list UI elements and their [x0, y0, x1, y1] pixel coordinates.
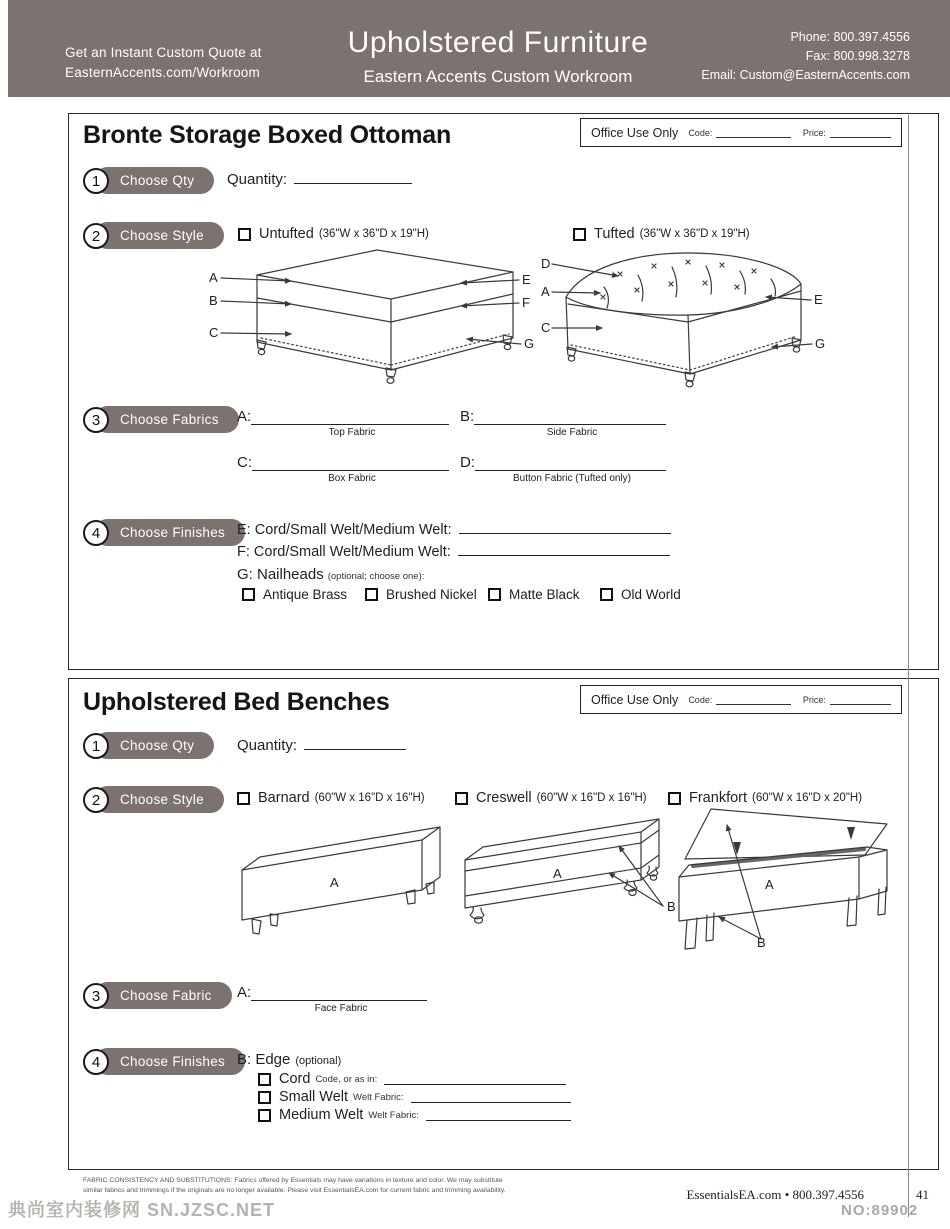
quantity-label: Quantity:: [237, 737, 298, 754]
fabric-fill-line[interactable]: [474, 409, 666, 425]
creswell-bench-diagram: [453, 808, 683, 956]
diagram-label-b: B: [667, 899, 676, 914]
checkbox-icon[interactable]: [258, 1091, 271, 1104]
diagram-label-b: B: [757, 935, 766, 950]
watermark-right: NO:89902: [841, 1202, 919, 1219]
diagram-label-a: A: [209, 270, 218, 285]
style-option-creswell[interactable]: [455, 790, 647, 806]
step-pill-label: Choose Style: [94, 222, 224, 249]
fabric-disclaimer: [83, 1176, 573, 1195]
step-number: 1: [83, 733, 109, 759]
finish-f-fill-line[interactable]: [458, 544, 670, 556]
footer-phone: 800.397.4556: [792, 1187, 864, 1202]
edge-note: (optional): [295, 1055, 342, 1067]
finish-f-label: F: Cord/Small Welt/Medium Welt:: [237, 544, 451, 560]
edge-option-small-welt[interactable]: [258, 1089, 571, 1105]
step-number: 3: [83, 407, 109, 433]
fabric-fill-line[interactable]: [252, 455, 449, 471]
checkbox-icon[interactable]: [455, 792, 468, 805]
style-dimensions: (36"W x 36"D x 19"H): [639, 228, 750, 240]
code-label: Code:: [688, 127, 713, 138]
step-number: 2: [83, 787, 109, 813]
office-use-only-box-1: [580, 118, 902, 147]
quantity-row-2: [237, 737, 406, 754]
disclaimer-line-2: similar fabrics and trimmings if the originals are no longer available. Please visit EssentialsEA.com for current fabric and trimming availability.: [83, 1186, 506, 1194]
code-fill-line[interactable]: [716, 694, 790, 705]
step-number: 1: [83, 168, 109, 194]
contact-email: Email: Custom@EasternAccents.com: [701, 68, 910, 82]
fabric-fill-line[interactable]: [251, 409, 449, 425]
fabric-field-top: [237, 408, 449, 438]
diagram-label-a: A: [765, 877, 774, 892]
checkbox-icon[interactable]: [258, 1073, 271, 1086]
step-pill-label: Choose Qty: [94, 167, 214, 194]
fabric-letter: C:: [237, 454, 252, 471]
diagram-label-g: G: [524, 336, 535, 351]
edge-option-medium-welt[interactable]: [258, 1107, 571, 1123]
diagram-label-d: D: [541, 256, 551, 271]
step-pill-label: Choose Fabrics: [94, 406, 239, 433]
style-dimensions: (60"W x 16"D x 16"H): [314, 792, 425, 804]
step2-choose-style-benches: [83, 786, 224, 813]
style-name: Tufted: [594, 226, 635, 242]
page-number: 41: [916, 1187, 929, 1202]
nailhead-label: Brushed Nickel: [386, 587, 477, 602]
step-pill-label: Choose Finishes: [94, 519, 245, 546]
quantity-row-1: [227, 171, 412, 188]
finish-f-row: [237, 544, 670, 560]
checkbox-icon[interactable]: [237, 792, 250, 805]
style-option-untufted[interactable]: [238, 226, 429, 242]
nailhead-label: Antique Brass: [263, 587, 348, 602]
page-subtitle: Eastern Accents Custom Workroom: [363, 67, 633, 86]
edge-fill-line[interactable]: [411, 1091, 571, 1103]
diagram-label-a: A: [330, 875, 339, 890]
section-benches-title: Upholstered Bed Benches: [83, 688, 390, 716]
code-label: Code:: [688, 694, 713, 705]
step-number: 4: [83, 520, 109, 546]
fabric-letter: B:: [460, 408, 475, 425]
quantity-fill-line[interactable]: [294, 172, 412, 184]
fabric-letter: D:: [460, 454, 475, 471]
fabric-letter: A:: [237, 408, 252, 425]
contact-fax: Fax: 800.998.3278: [805, 49, 910, 63]
contact-phone: Phone: 800.397.4556: [790, 30, 910, 44]
office-use-only-box-2: [580, 685, 902, 714]
checkbox-icon[interactable]: [600, 588, 613, 601]
diagram-label-e: E: [814, 292, 823, 307]
step1-choose-qty-benches: [83, 732, 214, 759]
contact-block: [701, 28, 910, 85]
barnard-bench-diagram: [230, 813, 465, 948]
style-name: Barnard: [258, 790, 310, 806]
watermark-left: 典尚室内装修网 SN.JZSC.NET: [8, 1200, 276, 1220]
diagram-label-a: A: [553, 866, 562, 881]
step3-choose-fabrics: [83, 406, 239, 433]
step-pill-label: Choose Qty: [94, 732, 214, 759]
style-dimensions: (60"W x 16"D x 16"H): [536, 792, 647, 804]
diagram-label-f: F: [522, 295, 530, 310]
edge-label: B: Edge: [237, 1051, 291, 1068]
footer-contact: [686, 1187, 864, 1203]
fabric-letter: A:: [237, 984, 252, 1001]
style-name: Untufted: [259, 226, 314, 242]
step-pill-label: Choose Finishes: [94, 1048, 245, 1075]
quantity-fill-line[interactable]: [304, 738, 406, 750]
fabric-field-side: [460, 408, 666, 438]
fabric-fill-line[interactable]: [475, 455, 666, 471]
fabric-caption: Box Fabric: [328, 473, 376, 484]
finish-e-fill-line[interactable]: [459, 522, 671, 534]
step-pill-label: Choose Fabric: [94, 982, 232, 1009]
checkbox-icon[interactable]: [258, 1109, 271, 1122]
checkbox-icon[interactable]: [238, 228, 251, 241]
checkbox-icon[interactable]: [242, 588, 255, 601]
edge-option-name: Medium Welt: [279, 1107, 364, 1123]
style-name: Frankfort: [689, 790, 748, 806]
finish-g-label: G: Nailheads: [237, 566, 324, 583]
edge-option-sub: Welt Fabric:: [353, 1091, 404, 1103]
quantity-label: Quantity:: [227, 171, 288, 188]
header-bar: [8, 0, 950, 97]
edge-option-sub: Welt Fabric:: [368, 1109, 419, 1121]
page-margin-rule: [908, 113, 909, 1217]
step1-choose-qty: [83, 167, 214, 194]
style-dimensions: (36"W x 36"D x 19"H): [318, 228, 429, 240]
nailhead-option-antique-brass[interactable]: [242, 587, 347, 602]
edge-fill-line[interactable]: [426, 1109, 571, 1121]
edge-option-sub: Code, or as in:: [315, 1073, 378, 1085]
frankfort-bench-diagram: [663, 797, 913, 965]
finish-e-label: E: Cord/Small Welt/Medium Welt:: [237, 522, 452, 538]
promo-text: [65, 43, 262, 83]
edge-option-cord[interactable]: [258, 1071, 566, 1087]
price-label: Price:: [802, 127, 826, 138]
code-fill-line[interactable]: [716, 127, 790, 138]
checkbox-icon[interactable]: [365, 588, 378, 601]
page-title: Upholstered Furniture: [347, 26, 649, 59]
footer-bullet: •: [784, 1187, 790, 1202]
tufted-ottoman-diagram: [538, 240, 828, 392]
nailhead-label: Old World: [621, 587, 681, 602]
nailhead-label: Matte Black: [509, 587, 580, 602]
fabric-field-box: [237, 454, 449, 484]
finish-g-note: (optional; choose one):: [327, 571, 425, 582]
fabric-caption: Side Fabric: [546, 427, 598, 438]
fabric-field-button: [460, 454, 666, 484]
step-number: 3: [83, 983, 109, 1009]
brand-block: [263, 26, 733, 87]
step3-choose-fabric-benches: [83, 982, 232, 1009]
diagram-label-a: A: [541, 284, 550, 299]
style-name: Creswell: [476, 790, 532, 806]
step2-choose-style: [83, 222, 224, 249]
edge-fill-line[interactable]: [384, 1073, 566, 1085]
diagram-label-g: G: [815, 336, 826, 351]
price-fill-line[interactable]: [830, 127, 891, 138]
nailhead-option-old-world[interactable]: [600, 587, 681, 602]
disclaimer-line-1: FABRIC CONSISTENCY AND SUBSTITUTIONS: Fabrics offered by Essentials may have variations in texture and color. We may substitute: [83, 1177, 503, 1184]
fabric-field-face: [237, 984, 427, 1014]
untufted-ottoman-diagram: [205, 241, 535, 387]
fabric-caption: Top Fabric: [328, 427, 376, 438]
step-number: 4: [83, 1049, 109, 1075]
step-pill-label: Choose Style: [94, 786, 224, 813]
fabric-caption: Face Fabric: [314, 1003, 368, 1014]
diagram-label-c: C: [209, 325, 219, 340]
edge-option-name: Small Welt: [279, 1089, 349, 1105]
fabric-caption: Button Fabric (Tufted only): [512, 473, 631, 484]
promo-line-2: EasternAccents.com/Workroom: [65, 65, 260, 80]
footer-site: EssentialsEA.com: [686, 1187, 782, 1202]
diagram-label-c: C: [541, 320, 551, 335]
nailhead-option-matte-black[interactable]: [488, 587, 580, 602]
step-number: 2: [83, 223, 109, 249]
finish-g-row: [237, 566, 424, 583]
office-use-only-label: Office Use Only: [591, 125, 679, 140]
promo-line-1: Get an Instant Custom Quote at: [65, 45, 262, 60]
section-ottoman-title: Bronte Storage Boxed Ottoman: [83, 121, 452, 149]
office-use-only-label: Office Use Only: [591, 692, 679, 707]
diagram-label-e: E: [522, 272, 531, 287]
price-label: Price:: [802, 694, 826, 705]
finish-e-row: [237, 522, 671, 538]
fabric-fill-line[interactable]: [251, 985, 427, 1001]
style-option-barnard[interactable]: [237, 790, 425, 806]
edge-header-row: [237, 1051, 341, 1068]
style-dimensions: (60"W x 16"D x 20"H): [752, 792, 863, 804]
diagram-label-b: B: [209, 293, 218, 308]
price-fill-line[interactable]: [830, 694, 891, 705]
checkbox-icon[interactable]: [488, 588, 501, 601]
edge-option-name: Cord: [279, 1071, 311, 1087]
step4-choose-finishes-benches: [83, 1048, 245, 1075]
nailhead-option-brushed-nickel[interactable]: [365, 587, 477, 602]
checkbox-icon[interactable]: [573, 228, 586, 241]
step4-choose-finishes: [83, 519, 245, 546]
